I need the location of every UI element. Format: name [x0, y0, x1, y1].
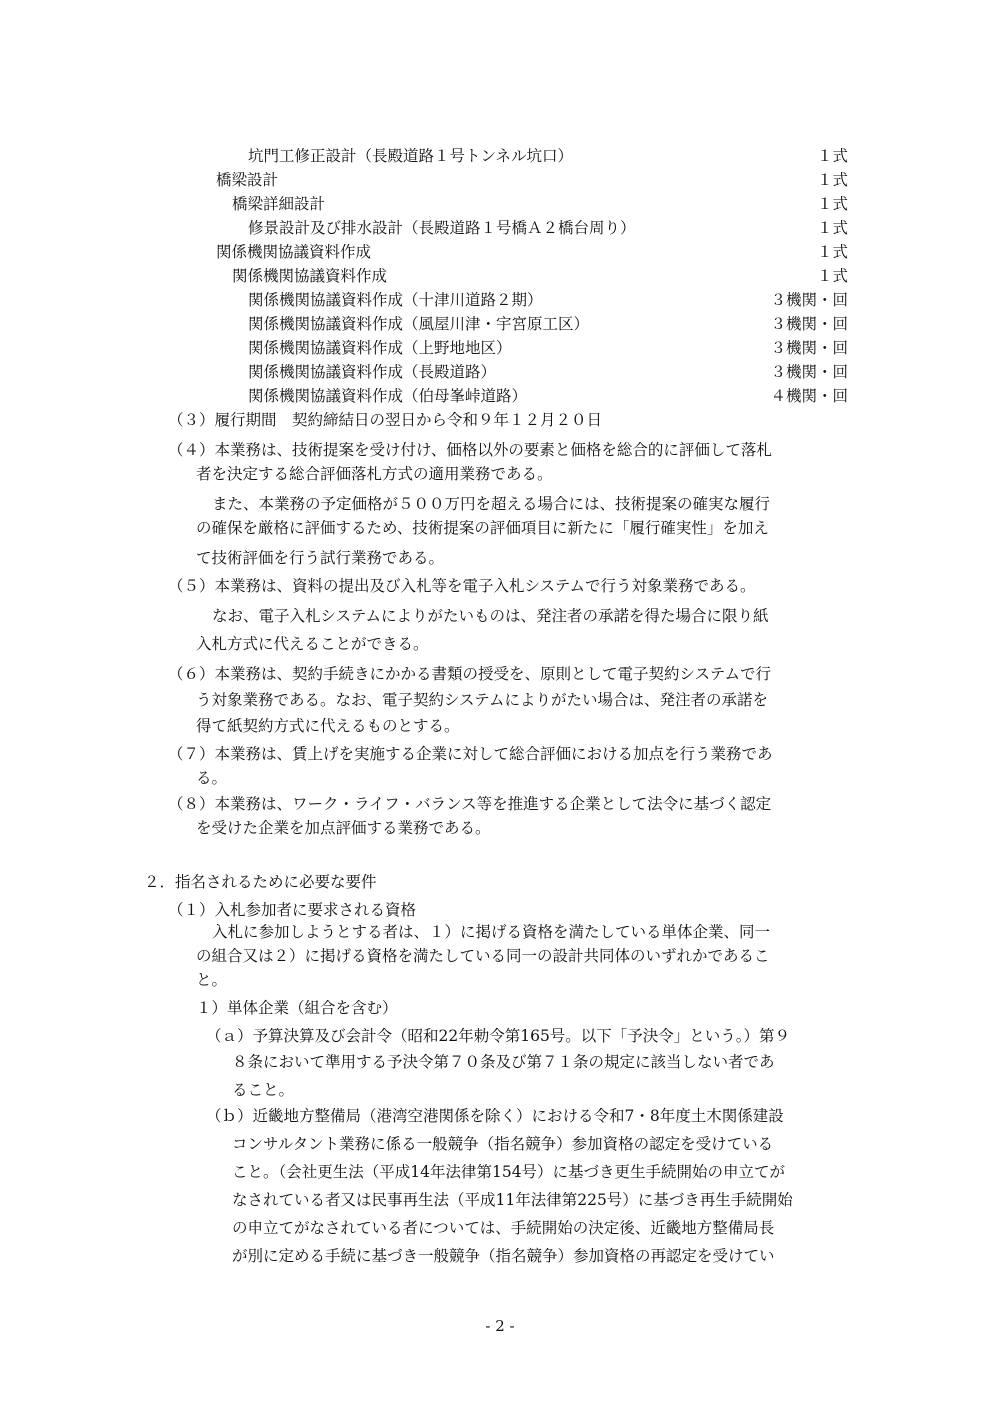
item-qty: ３機関・回 — [770, 291, 848, 309]
clause-5-para: なお、電子入札システムによりがたいものは、発注者の承諾を得た場合に限り紙 — [212, 607, 769, 625]
item-name: 橋梁設計 — [216, 171, 279, 189]
item-heading: １）単体企業（組合を含む） — [196, 999, 398, 1017]
item-qty: １式 — [816, 267, 848, 285]
item-name: 関係機関協議資料作成 — [216, 243, 372, 261]
item-a-cont: ８条において準用する予決令第７０条及び第７１条の規定に該当しない者であ — [232, 1053, 775, 1071]
item-a: （ａ）予算決算及び会計令（昭和22年勅令第165号。以下「予決令」という。）第９ — [206, 1027, 791, 1045]
item-qty: １式 — [816, 195, 848, 213]
clause-4-para-cont: の確保を厳格に評価するため、技術提案の評価項目に新たに「履行確実性」を加え — [196, 519, 769, 537]
item-a-cont: ること。 — [232, 1081, 295, 1099]
subsection-para-cont: と。 — [196, 971, 228, 989]
section-heading: ２．指名されるために必要な要件 — [144, 873, 377, 891]
item-name: 関係機関協議資料作成（伯母峯峠道路） — [248, 387, 528, 405]
item-b-cont: なされている者又は民事再生法（平成11年法律第225号）に基づき再生手続開始 — [232, 1191, 793, 1209]
page-number: - 2 - — [485, 1317, 515, 1335]
item-b-cont: が別に定める手続に基づき一般競争（指名競争）参加資格の再認定を受けてい — [232, 1247, 775, 1265]
clause-8-cont: を受けた企業を加点評価する業務である。 — [196, 819, 491, 837]
item-name: 関係機関協議資料作成（長殿道路） — [248, 363, 497, 381]
subsection-para: 入札に参加しようとする者は、１）に掲げる資格を満たしている単体企業、同一 — [212, 923, 771, 941]
subsection-para-cont: の組合又は２）に掲げる資格を満たしている同一の設計共同体のいずれかであるこ — [196, 947, 770, 965]
clause-3: （３）履行期間 契約締結日の翌日から令和９年１２月２０日 — [168, 411, 603, 429]
item-qty: １式 — [816, 243, 848, 261]
item-b-cont: の申立てがなされている者については、手続開始の決定後、近畿地方整備局長 — [232, 1219, 775, 1237]
clause-4-para-cont: て技術評価を行う試行業務である。 — [196, 549, 445, 567]
item-name: 関係機関協議資料作成 — [232, 267, 388, 285]
item-name: 関係機関協議資料作成（十津川道路２期） — [248, 291, 543, 309]
item-qty: ３機関・回 — [770, 363, 848, 381]
subsection-heading: （１）入札参加者に要求される資格 — [168, 901, 417, 919]
item-b-cont: こと。（会社更生法（平成14年法律第154号）に基づき更生手続開始の申立てが — [232, 1163, 786, 1181]
clause-5-para-cont: 入札方式に代えることができる。 — [196, 635, 429, 653]
item-name: 修景設計及び排水設計（長殿道路１号橋Ａ２橋台周り） — [248, 219, 636, 237]
clause-5: （５）本業務は、資料の提出及び入札等を電子入札システムで行う対象業務である。 — [168, 577, 756, 595]
item-qty: ３機関・回 — [770, 315, 848, 333]
item-qty: １式 — [816, 219, 848, 237]
clause-6: （６）本業務は、契約手続きにかかる書類の授受を、原則として電子契約システムで行 — [168, 665, 771, 683]
clause-7-cont: る。 — [196, 769, 228, 787]
item-b: （ｂ）近畿地方整備局（港湾空港関係を除く）における令和7・8年度土木関係建設 — [206, 1107, 784, 1125]
item-qty: １式 — [816, 147, 848, 165]
clause-4: （４）本業務は、技術提案を受け付け、価格以外の要素と価格を総合的に評価して落札 — [168, 441, 772, 459]
item-b-cont: コンサルタント業務に係る一般競争（指名競争）参加資格の認定を受けている — [232, 1135, 774, 1153]
clause-6-cont: う対象業務である。なお、電子契約システムによりがたい場合は、発注者の承諾を — [196, 691, 768, 709]
item-qty: ３機関・回 — [770, 339, 848, 357]
clause-4-cont: 者を決定する総合評価落札方式の適用業務である。 — [196, 465, 553, 483]
item-name: 坑門工修正設計（長殿道路１号トンネル坑口） — [248, 147, 574, 165]
clause-6-cont: 得て紙契約方式に代えるものとする。 — [196, 717, 460, 735]
item-qty: １式 — [816, 171, 848, 189]
item-name: 橋梁詳細設計 — [232, 195, 326, 213]
clause-4-para: また、本業務の予定価格が５００万円を超える場合には、技術提案の確実な履行 — [212, 495, 771, 513]
item-name: 関係機関協議資料作成（風屋川津・宇宮原工区） — [248, 315, 590, 333]
item-qty: ４機関・回 — [770, 387, 848, 405]
clause-8: （８）本業務は、ワーク・ライフ・バランス等を推進する企業として法令に基づく認定 — [168, 795, 772, 813]
item-name: 関係機関協議資料作成（上野地地区） — [248, 339, 512, 357]
clause-7: （７）本業務は、賃上げを実施する企業に対して総合評価における加点を行う業務であ — [168, 745, 773, 763]
